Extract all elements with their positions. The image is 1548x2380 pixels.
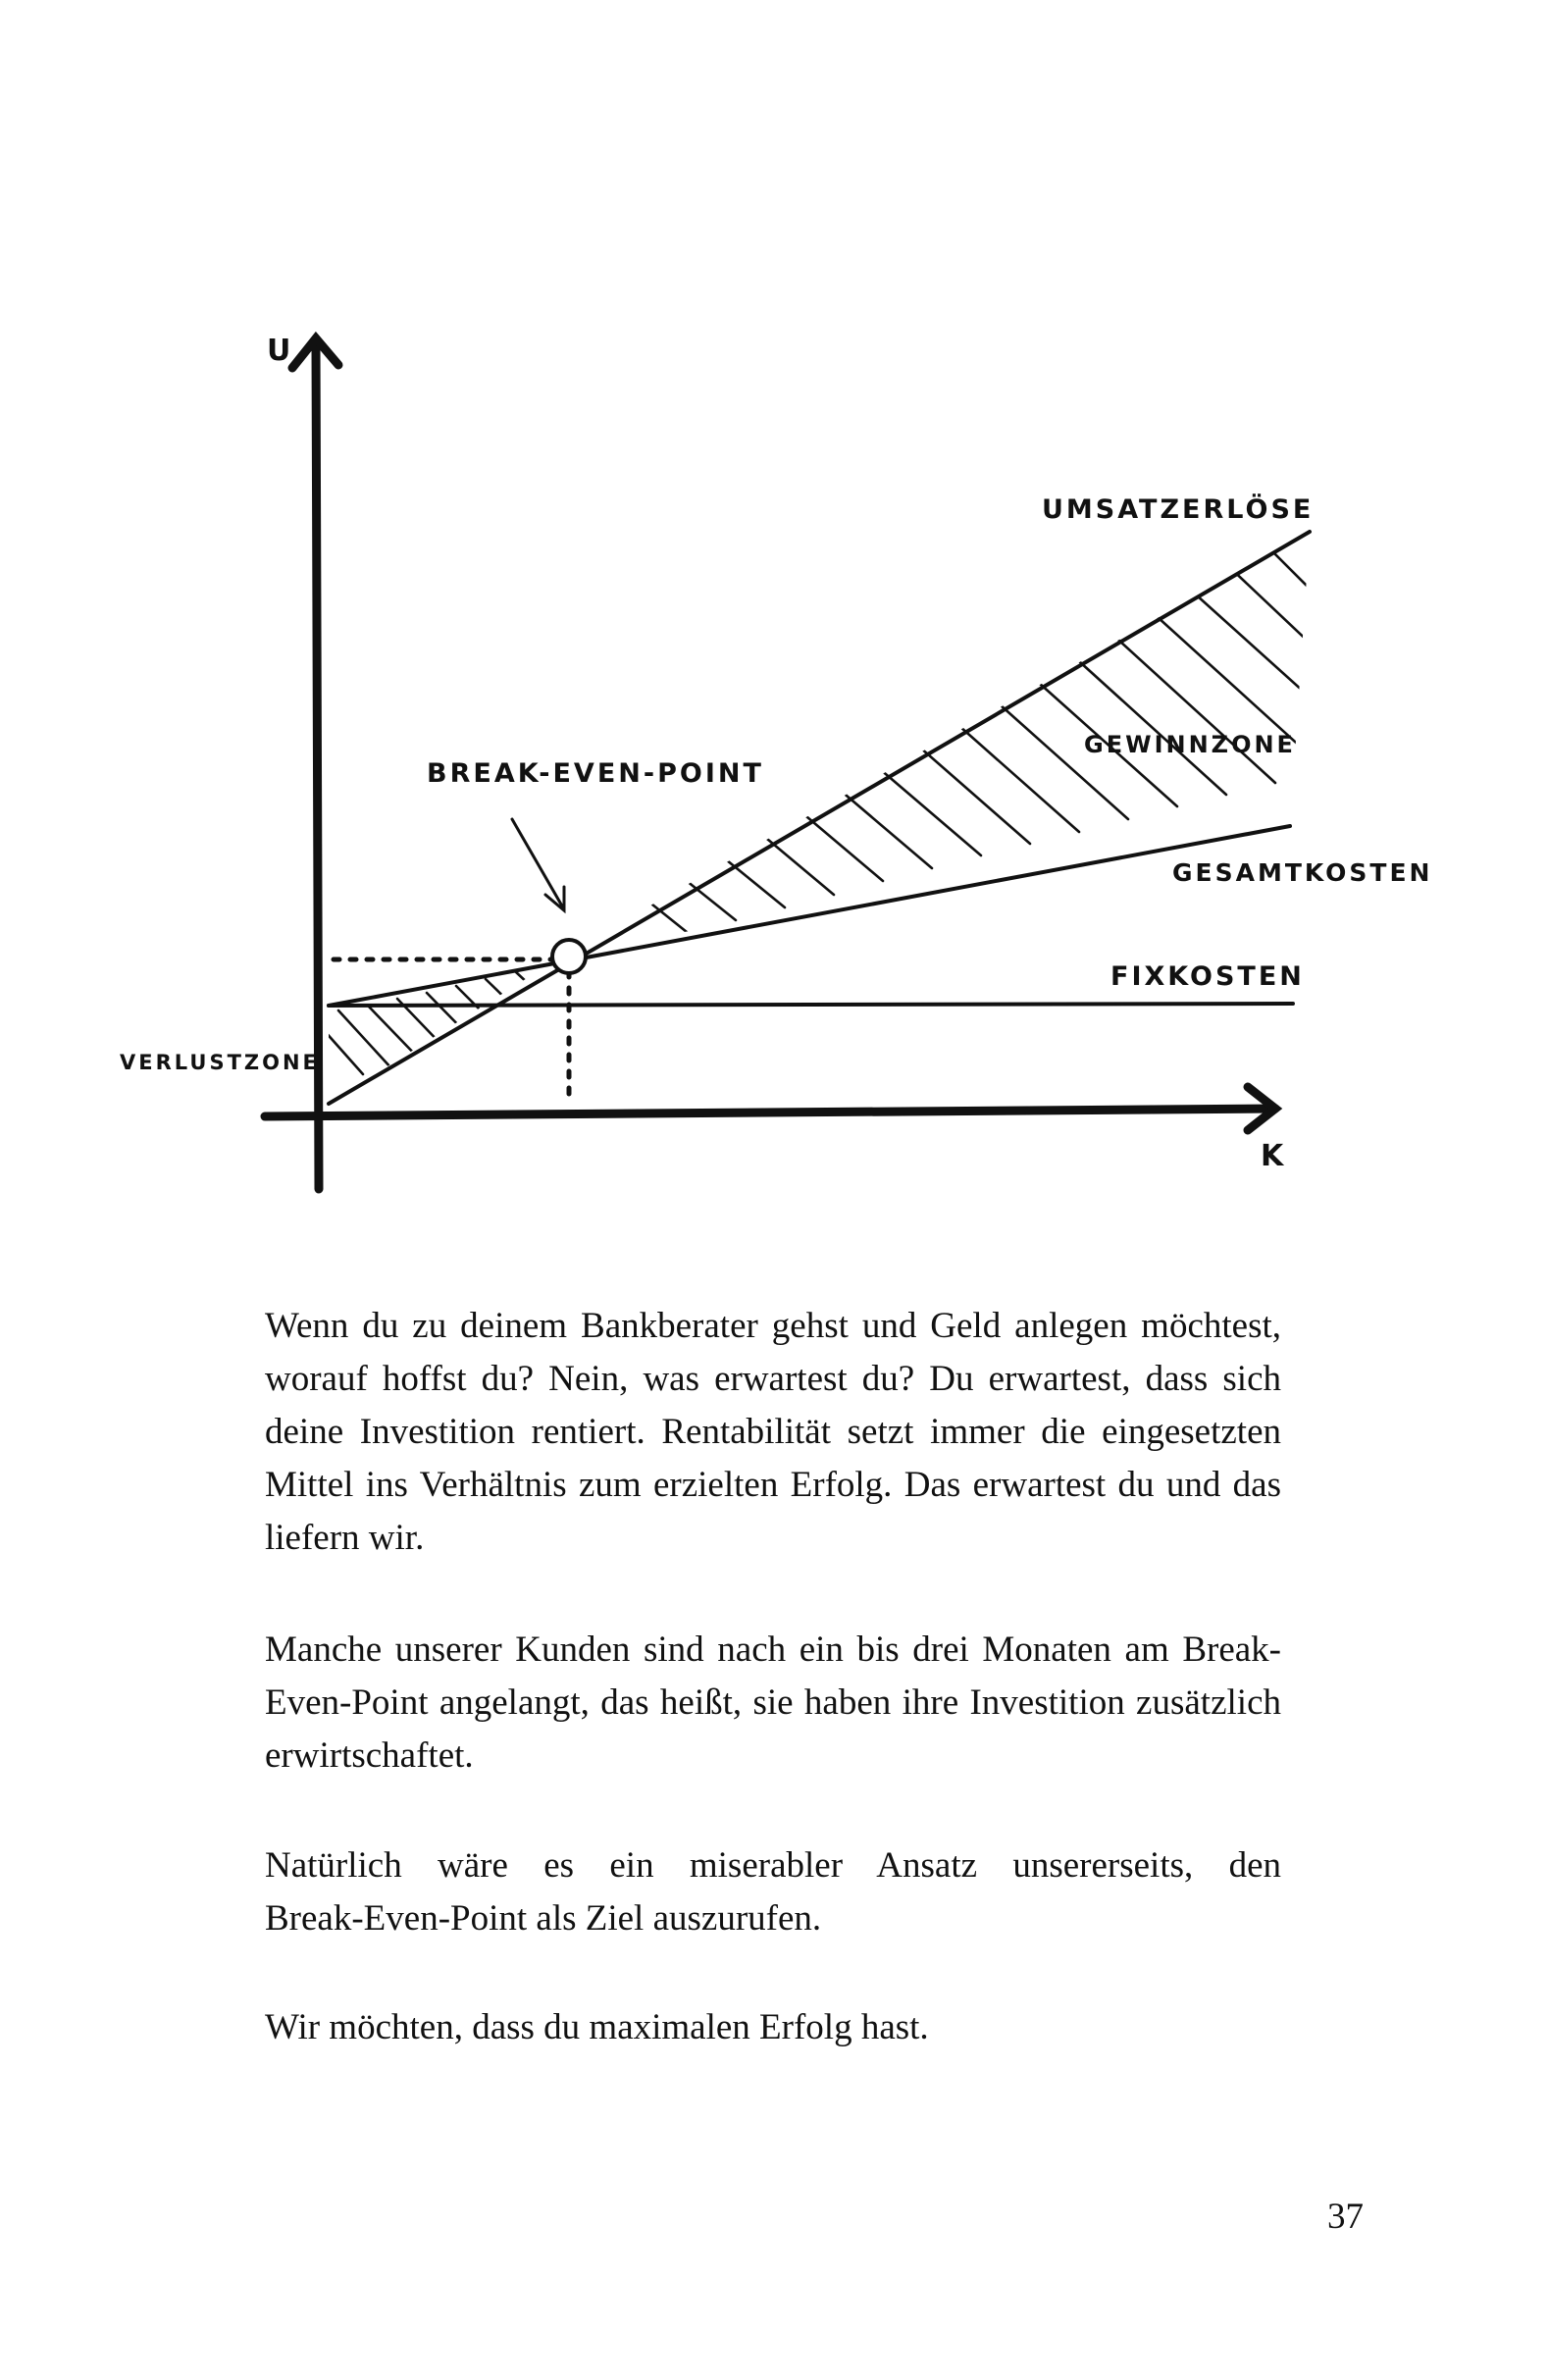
paragraph-3 <box>265 1839 1281 1945</box>
paragraph-1 <box>265 1300 1281 1565</box>
break-even-point-marker <box>552 940 586 973</box>
paragraph-1-text: Wenn du zu deinem Bankberater gehst und Geld anlegen möchtest, worauf hoffst du? Nein, was erwartest du? Du erwartest, dass sich deine Investition rentiert. Rentabilität setzt immer die eingesetzten Mittel ins Verhältnis zum erzielten Erfolg. Das erwartest du und das liefern wir. <box>265 1306 1281 1558</box>
revenue-line <box>329 532 1310 1104</box>
paragraph-3-line-2: Break-Even-Point als Ziel auszurufen. <box>265 1898 822 1939</box>
paragraph-2 <box>265 1624 1281 1783</box>
page-number: 37 <box>1327 2197 1364 2237</box>
x-axis-label: K <box>1261 1139 1287 1173</box>
fixed-costs-label: FIXKOSTEN <box>1110 961 1305 992</box>
revenue-label: UMSATZERLÖSE <box>1042 494 1315 525</box>
loss-zone-label: VERLUSTZONE <box>120 1051 320 1074</box>
break-even-label: BREAK-EVEN-POINT <box>427 758 764 789</box>
paragraph-4 <box>265 2001 1281 2054</box>
x-axis <box>265 1087 1275 1130</box>
break-even-arrow <box>512 819 564 910</box>
y-axis-label: U <box>267 334 294 368</box>
paragraph-2-text: Manche unserer Kunden sind nach ein bis drei Monaten am Break-Even-Point angelangt, das heißt, sie haben ihre Investition zusätzlich erwirtschaftet. <box>265 1630 1281 1776</box>
total-costs-label: GESAMTKOSTEN <box>1172 858 1433 887</box>
fixed-costs-line <box>329 1004 1293 1006</box>
profit-zone-label: GEWINNZONE <box>1084 731 1296 758</box>
paragraph-4-text: Wir möchten, dass du maximalen Erfolg hast. <box>265 2007 929 2047</box>
paragraph-3-line-1: Natürlich wäre es ein miserabler Ansatz unsererseits, den <box>265 1845 1281 1886</box>
